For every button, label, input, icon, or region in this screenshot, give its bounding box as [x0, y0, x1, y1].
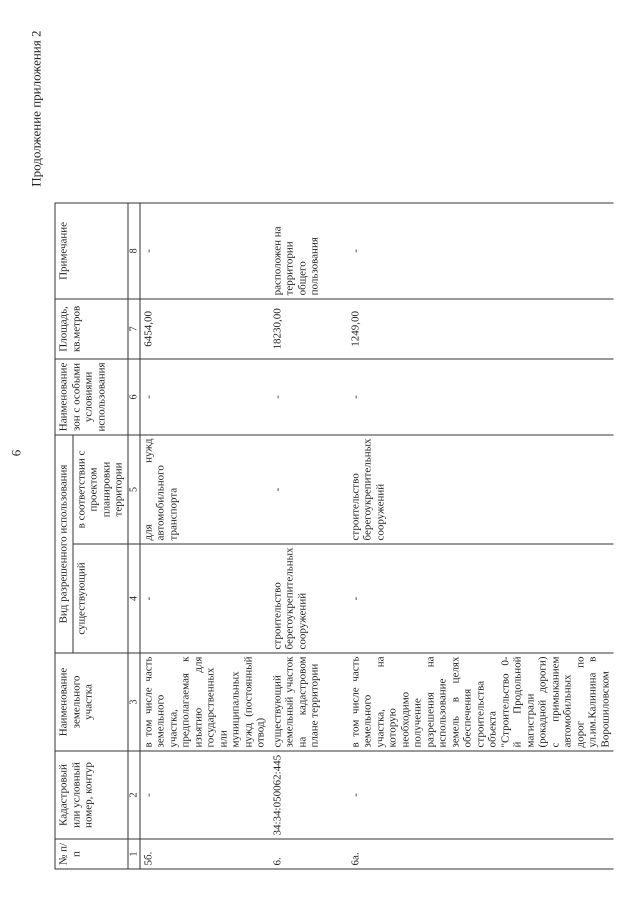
row-zones: - — [347, 358, 614, 434]
column-number: 4 — [127, 543, 139, 652]
row-use-existing: - — [347, 543, 614, 652]
row-cadastral: - — [347, 751, 614, 839]
header-num: № п/п — [55, 839, 128, 869]
column-number: 1 — [127, 839, 139, 869]
header-cadastral: Кадастровый или условный номер, контур — [55, 751, 128, 839]
row-use-existing: строительство берегоукрепительных сооружений — [269, 543, 347, 652]
header-permitted-use: Вид разрешенного использования — [55, 434, 73, 652]
column-number: 8 — [127, 202, 139, 298]
header-plot-name: Наименование земельного участка — [55, 653, 128, 751]
header-zones: Наименование зон с особыми условиями использования — [55, 358, 128, 434]
header-use-existing: существующий — [72, 543, 127, 652]
row-zones: - — [269, 358, 347, 434]
column-number: 5 — [127, 434, 139, 543]
column-number: 2 — [127, 751, 139, 839]
header-area: Площадь, кв.метров — [55, 298, 128, 358]
continuation-label: Продолжение приложения 2 — [28, 30, 43, 187]
row-note: расположен на территории общего пользования — [269, 202, 347, 298]
row-cadastral: 34:34:050062:445 — [269, 751, 347, 839]
table-row — [347, 202, 614, 868]
column-number: 6 — [127, 358, 139, 434]
row-use-existing: - — [139, 543, 269, 652]
header-use-planned: в соответствии с проектом планировки территории — [72, 434, 127, 543]
column-number: 3 — [127, 653, 139, 751]
table-row — [269, 202, 347, 868]
row-zones: - — [139, 358, 269, 434]
row-use-planned: строительство берегоукрепительных сооружений — [347, 434, 614, 543]
header-note: Примечание — [55, 202, 128, 298]
row-num: 5б. — [139, 839, 269, 869]
row-num: 6. — [269, 839, 347, 869]
row-num: 6а. — [347, 839, 614, 869]
row-plot-name: в том числе часть земельного участка, предполагаемая к изъятию для государственных или муниципальных нужд (постоянный отвод) — [139, 653, 269, 751]
row-plot-name: в том числе часть земельного участка, на которую необходимо получение разрешения на использование земель в целях обеспечения строительства объекта "Строительство 0-й Продольной магистрали (рокадной дороги) с примыканием автомобильных дорог по ул.им.Калинина в Ворошиловском — [347, 653, 614, 751]
row-note: - — [347, 202, 614, 298]
row-area: 18230,00 — [269, 298, 347, 358]
row-note: - — [139, 202, 269, 298]
row-use-planned: для нужд автомобильного транспорта — [139, 434, 269, 543]
row-cadastral: - — [139, 751, 269, 839]
row-area: 6454,00 — [139, 298, 269, 358]
land-plot-table — [54, 202, 613, 869]
row-area: 1249,00 — [347, 298, 614, 358]
row-use-planned: - — [269, 434, 347, 543]
page-number: 6 — [8, 449, 23, 456]
column-number: 7 — [127, 298, 139, 358]
table-row — [139, 202, 269, 868]
row-plot-name: существующий земельный участок на кадастровом плане территории — [269, 653, 347, 751]
